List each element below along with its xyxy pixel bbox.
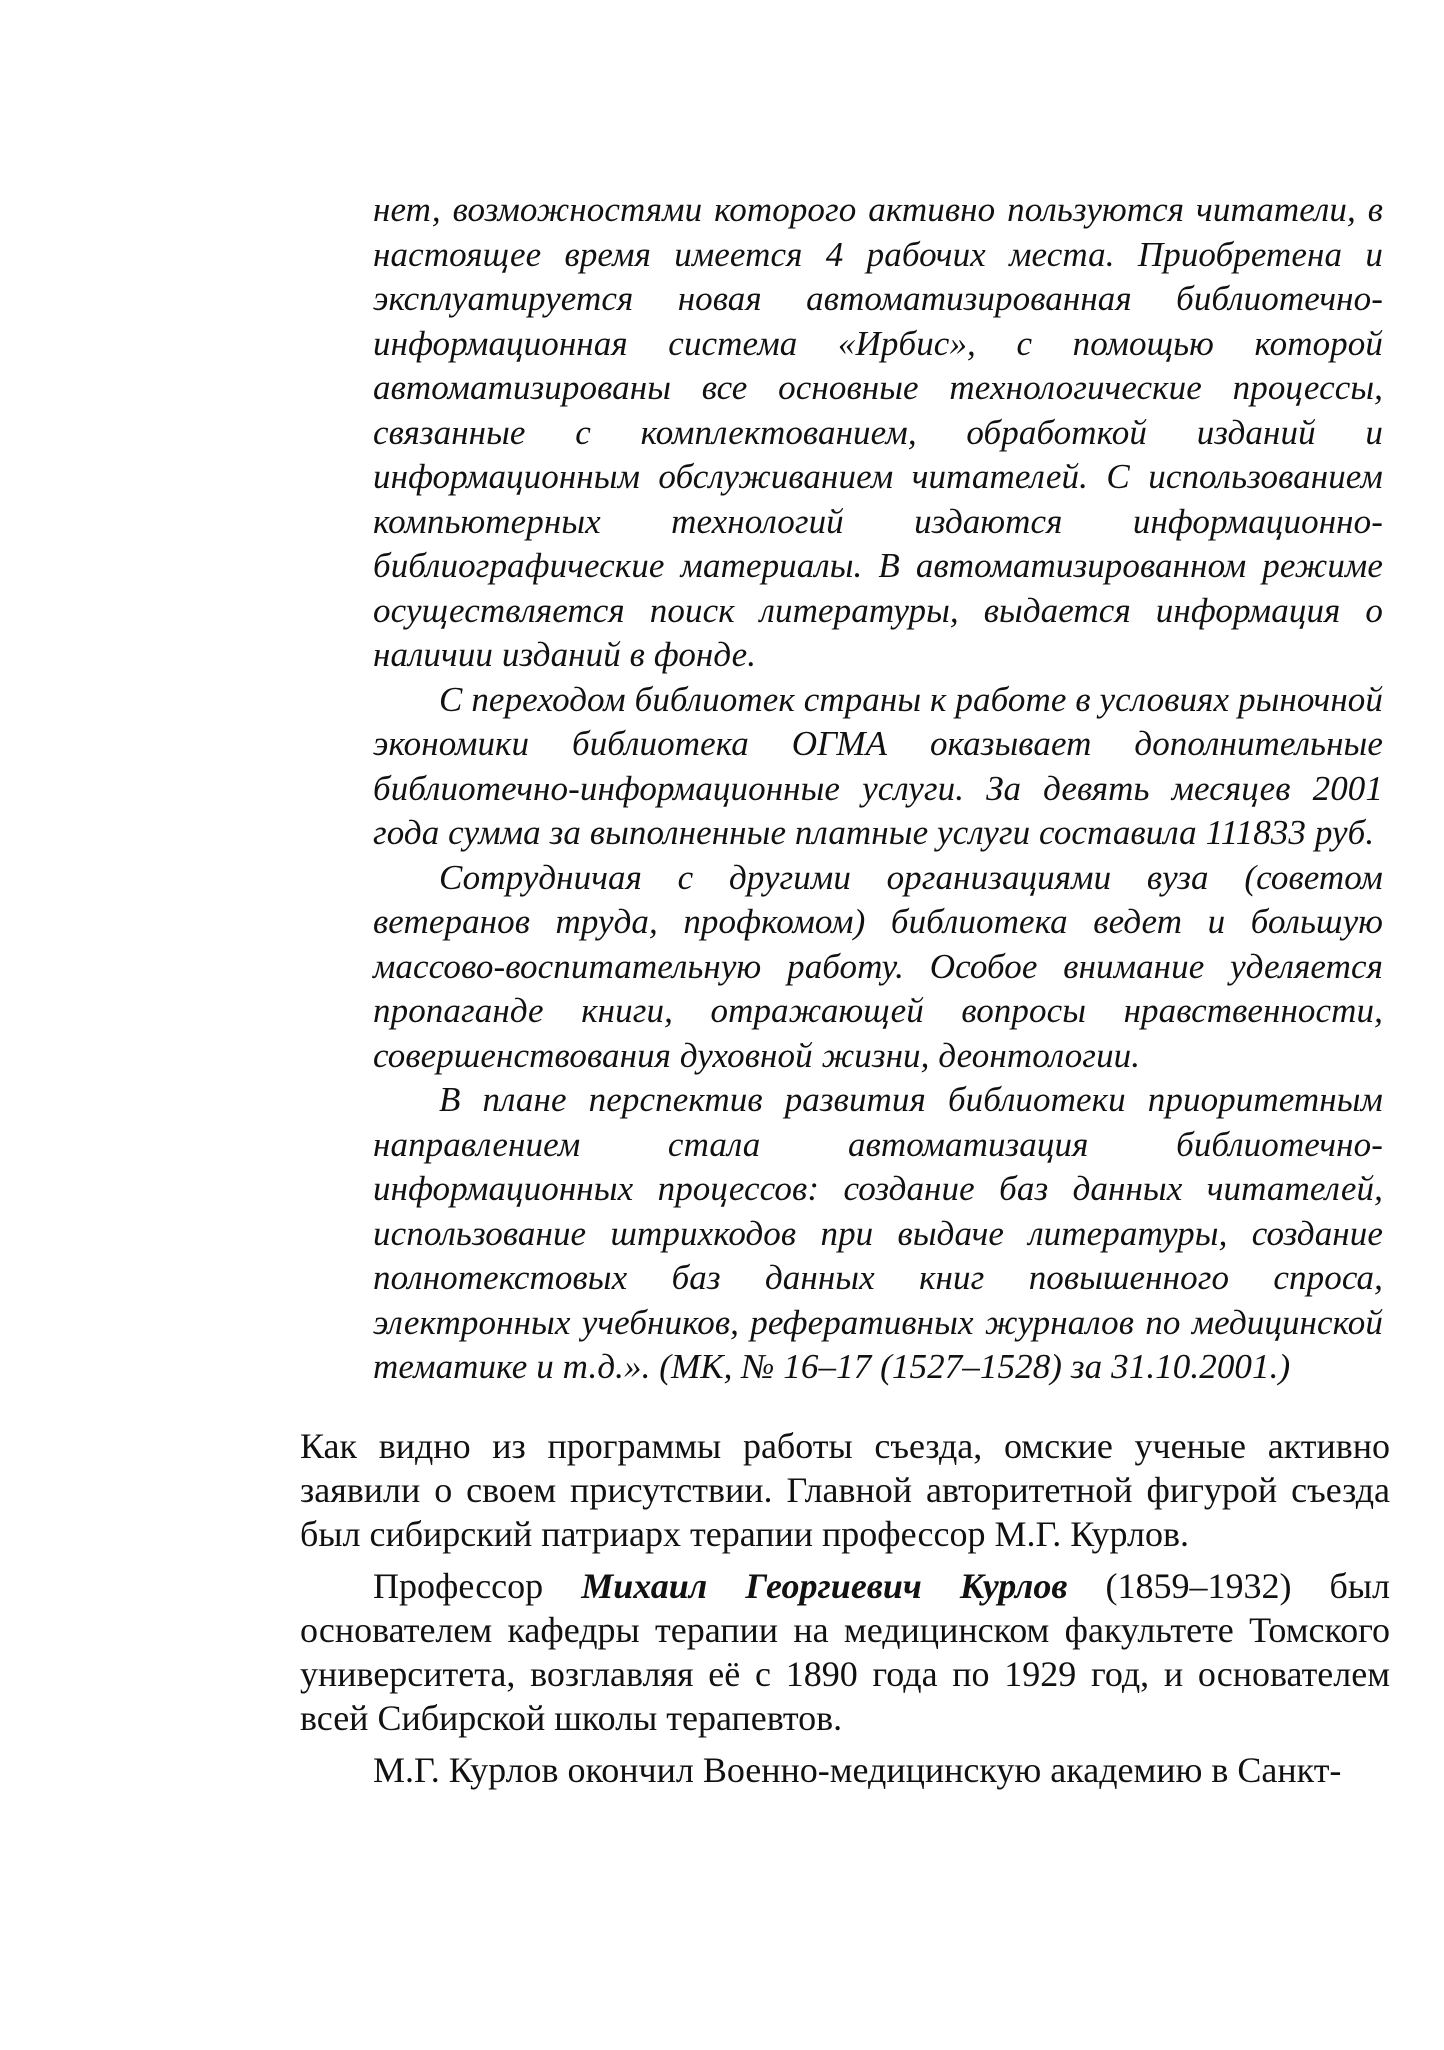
quote-paragraph-1: нет, возможностями которого активно пользуются читатели, в настоящее время имеется 4 рабочих места. Приобретена и эксплуатируется новая автоматизированная библиотечно-информационная система «Ирбис», с помощью которой автоматизированы все основные технологические процессы, связанные с комплектованием, обработкой изданий и информационным обслуживанием читателей. С использованием компьютерных технологий издаются информационно-библиографические материалы. В автоматизированном режиме осуществляется поиск литературы, выдается информация о наличии изданий в фонде.: [373, 190, 1383, 674]
body-paragraph-2: [300, 1564, 1390, 1740]
quote-paragraph-2: С переходом библиотек страны к работе в условиях рыночной экономики библиотека ОГМА оказывает дополнительные библиотечно-информационные услуги. За девять месяцев 2001 года сумма за выполненные платные услуги составила 111833 руб.: [373, 679, 1383, 852]
body-paragraph-3: М.Г. Курлов окончил Военно-медицинскую академию в Санкт-: [373, 1750, 1342, 1790]
person-name: Михаил Георгиевич Курлов: [581, 1566, 1068, 1606]
main-text-block: [300, 1424, 1390, 1792]
body-paragraph-2-rest: (1859–1932) был основателем кафедры терапии на медицинском факультете Томского университета, возглавляя её с 1890 года по 1929 год, и основателем всей Сибирской школы терапевтов.: [300, 1566, 1390, 1738]
quote-paragraph-3: Сотрудничая с другими организациями вуза (советом ветеранов труда, профкомом) библиотека ведет и большую массово-воспитательную работу. Особое внимание уделяется пропаганде книги, отражающей вопросы нравственности, совершенствования духовной жизни, деонтологии.: [373, 857, 1383, 1075]
body-paragraph-2-lead: Профессор: [373, 1566, 582, 1606]
quote-paragraph-4: В плане перспектив развития библиотеки приоритетным направлением стала автоматизация библиотечно-информационных процессов: создание баз данных читателей, использование штрихкодов при выдаче литературы, создание полнотекстовых баз данных книг повышенного спроса, электронных учебников, реферативных журналов по медицинской тематике и т.д.». (МК, № 16–17 (1527–1528) за 31.10.2001.): [373, 1080, 1383, 1386]
quoted-text-block: [373, 188, 1383, 1390]
body-paragraph-1: Как видно из программы работы съезда, омские ученые активно заявили о своем присутствии. Главной авторитетной фигурой съезда был сибирский патриарх терапии профессор М.Г. Курлов.: [300, 1426, 1390, 1554]
